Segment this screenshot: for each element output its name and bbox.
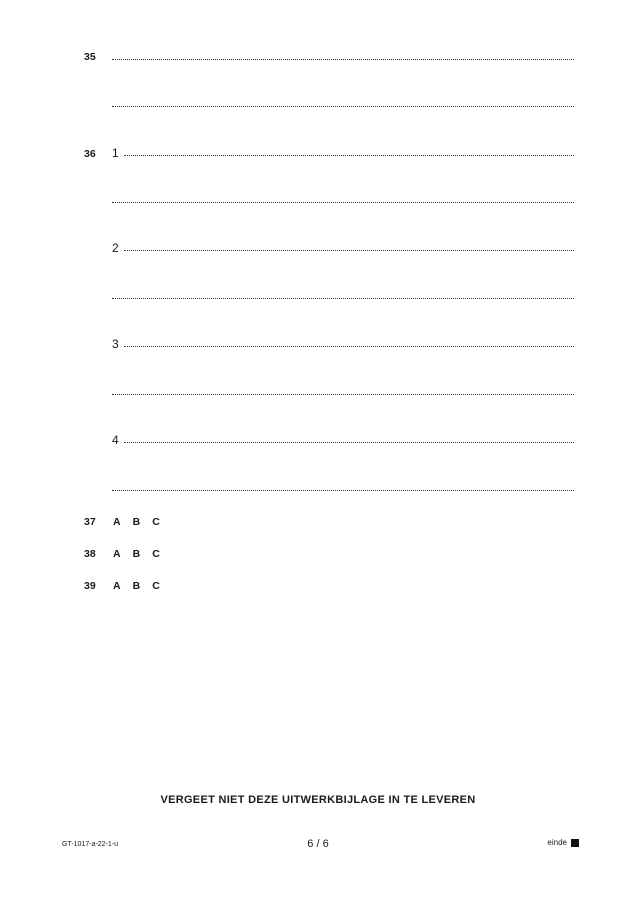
question-number: 37	[84, 516, 96, 528]
reminder-banner: VERGEET NIET DEZE UITWERKBIJLAGE IN TE LEVEREN	[160, 794, 476, 806]
choice-a[interactable]: A	[113, 548, 121, 560]
subpart-label: 2	[112, 241, 122, 255]
question-number: 35	[84, 51, 96, 63]
page-number: 6 / 6	[307, 838, 329, 850]
answer-line[interactable]	[112, 59, 574, 60]
answer-line[interactable]	[112, 202, 574, 203]
choice-b[interactable]: B	[132, 580, 141, 592]
question-number: 38	[84, 548, 96, 560]
choice-group	[113, 516, 172, 528]
document-code: GT-1017-a-22-1-u	[62, 841, 119, 848]
answer-line[interactable]	[124, 155, 574, 156]
subpart-label: 3	[112, 337, 122, 351]
choice-c[interactable]: C	[152, 516, 160, 528]
answer-line[interactable]	[112, 298, 574, 299]
choice-a[interactable]: A	[113, 580, 121, 592]
choice-b[interactable]: B	[132, 516, 141, 528]
choice-group	[113, 548, 172, 560]
end-marker	[547, 838, 579, 847]
end-square-icon	[571, 839, 579, 847]
choice-a[interactable]: A	[113, 516, 121, 528]
subpart-label: 1	[112, 146, 122, 160]
end-label: einde	[547, 838, 567, 847]
answer-line[interactable]	[124, 442, 574, 443]
answer-line[interactable]	[124, 250, 574, 251]
answer-line[interactable]	[112, 106, 574, 107]
choice-b[interactable]: B	[132, 548, 141, 560]
answer-line[interactable]	[124, 346, 574, 347]
answer-line[interactable]	[112, 490, 574, 491]
question-number: 36	[84, 148, 96, 160]
question-number: 39	[84, 580, 96, 592]
choice-c[interactable]: C	[152, 548, 160, 560]
answer-line[interactable]	[112, 394, 574, 395]
choice-c[interactable]: C	[152, 580, 160, 592]
choice-group	[113, 580, 172, 592]
subpart-label: 4	[112, 433, 122, 447]
